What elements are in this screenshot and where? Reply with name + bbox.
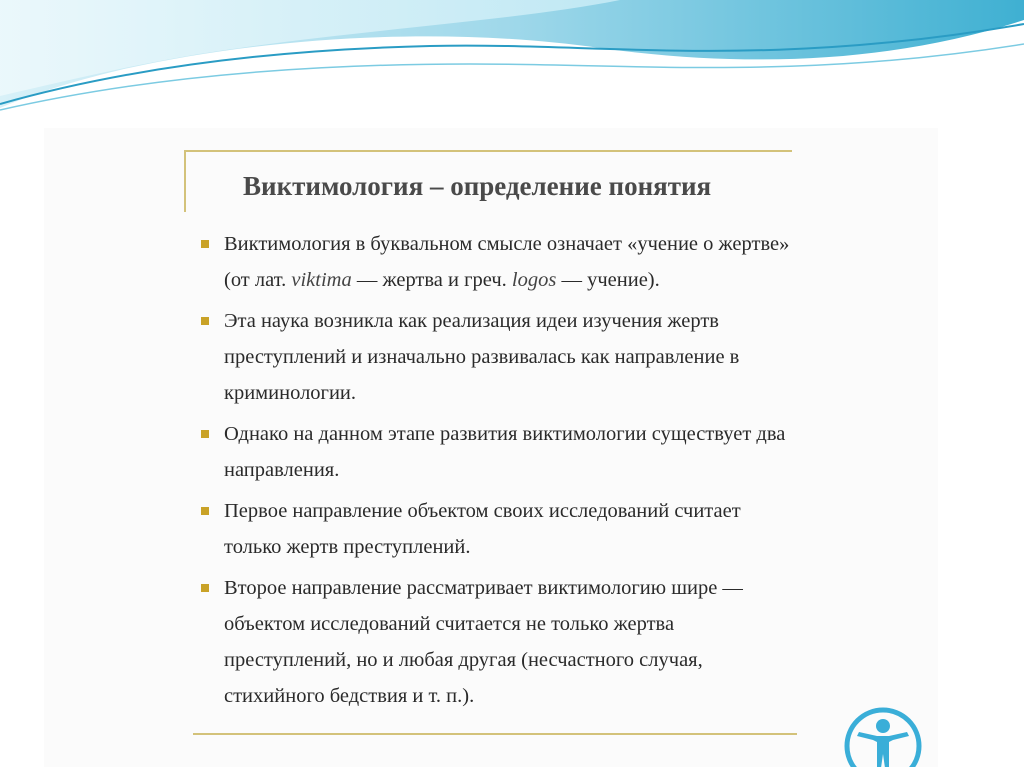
- slide-title: Виктимология – определение понятия: [243, 171, 712, 201]
- square-bullet-icon: [201, 240, 209, 248]
- bullet-text: Второе направление рассматривает виктимологию шире — объектом исследований считается не только жертва преступлений, но и любая другая (несчастного случая, стихийного бедствия и т. п.).: [224, 577, 743, 707]
- square-bullet-icon: [201, 317, 209, 325]
- square-bullet-icon: [201, 584, 209, 592]
- bullet-item: [196, 416, 796, 488]
- bullet-item: [196, 303, 796, 411]
- person-figure-logo-icon: [843, 706, 923, 767]
- square-bullet-icon: [201, 507, 209, 515]
- bottom-accent-rule: [193, 733, 797, 735]
- bullet-item: [196, 226, 796, 298]
- bullet-text: Первое направление объектом своих исследований считает только жертв преступлений.: [224, 500, 741, 558]
- bullet-item: [196, 570, 796, 714]
- bullet-item: [196, 493, 796, 565]
- bullet-text: Виктимология в буквальном смысле означает «учение о жертве» (от лат. viktima — жертва и греч. logos — учение).: [224, 233, 790, 291]
- square-bullet-icon: [201, 430, 209, 438]
- bullet-text: Однако на данном этапе развития виктимологии существует два направления.: [224, 423, 786, 481]
- wave-decoration-icon: [0, 0, 1024, 120]
- top-accent-rule: [185, 150, 792, 152]
- bullet-list: [196, 226, 796, 719]
- left-accent-rule: [184, 150, 186, 212]
- bullet-text: Эта наука возникла как реализация идеи изучения жертв преступлений и изначально развивалась как направление в криминологии.: [224, 310, 740, 404]
